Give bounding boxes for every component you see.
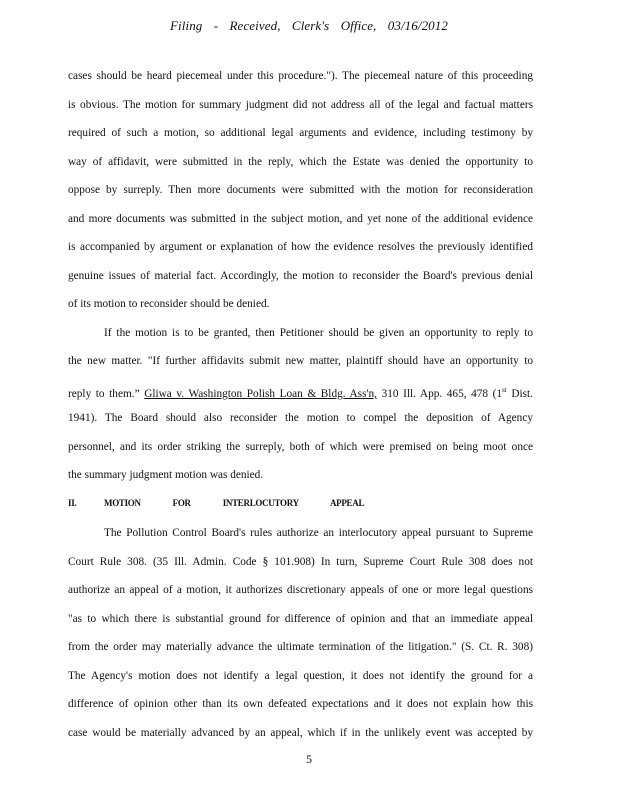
text-line: the summary judgment motion was denied. <box>68 469 264 481</box>
text-line: "as to which there is substantial ground for difference of opinion and that an immediate appeal <box>68 613 533 625</box>
text-line: The Pollution Control Board's rules authorize an interlocutory appeal pursuant to Supreme <box>104 527 533 539</box>
text-line: difference of opinion other than its own defeated expectations and it does not explain how this <box>68 698 533 710</box>
text-line: cases should be heard piecemeal under this procedure."). The piecemeal nature of this proceeding <box>68 70 533 82</box>
section-number: II. <box>68 498 77 508</box>
text-line: is obvious. The motion for summary judgment did not address all of the legal and factual matters <box>68 99 533 111</box>
text-line: way of affidavit, were submitted in the reply, which the Estate was denied the opportunity to <box>68 156 533 168</box>
text-line: and more documents was submitted in the subject motion, and yet none of the additional evidence <box>68 213 533 225</box>
text-line: from the order may materially advance the ultimate termination of the litigation." (S. Ct. R. 308) <box>68 641 533 653</box>
text-line: is accompanied by argument or explanation of how the evidence resolves the previously identified <box>68 241 533 253</box>
text-line: Court Rule 308. (35 Ill. Admin. Code § 101.908) In turn, Supreme Court Rule 308 does not <box>68 556 533 568</box>
text-line: The Agency's motion does not identify a legal question, it does not identify the ground for a <box>68 670 533 682</box>
text-line: of its motion to reconsider should be denied. <box>68 298 270 310</box>
text-line: reply to them.” Gliwa v. Washington Polish Loan & Bldg. Ass'n, 310 Ill. App. 465, 478 (1st Dist. <box>68 386 533 400</box>
text-line: personnel, and its order striking the surreply, both of which were premised on being moot once <box>68 441 533 453</box>
section-heading <box>68 498 364 508</box>
filing-header: Filing - Received, Clerk's Office, 03/16/2012 <box>170 18 448 33</box>
case-citation: Gliwa v. Washington Polish Loan & Bldg. Ass'n, <box>144 387 377 400</box>
section-title: MOTION FOR INTERLOCUTORY APPEAL <box>104 498 365 508</box>
text-line: If the motion is to be granted, then Petitioner should be given an opportunity to reply to <box>104 327 533 339</box>
text-line: the new matter. "If further affidavits submit new matter, plaintiff should have an opportunity to <box>68 355 533 367</box>
text-line: oppose by surreply. Then more documents were submitted with the motion for reconsideration <box>68 184 533 196</box>
page-number: 5 <box>306 752 312 766</box>
text-line: genuine issues of material fact. Accordingly, the motion to reconsider the Board's previous denial <box>68 270 533 282</box>
text-line: 1941). The Board should also reconsider the motion to compel the deposition of Agency <box>68 412 533 424</box>
ordinal-superscript: st <box>502 386 507 394</box>
text-line: case would be materially advanced by an appeal, which if in the unlikely event was accepted by <box>68 727 533 739</box>
text-line: authorize an appeal of a motion, it authorizes discretionary appeals of one or more legal questions <box>68 584 533 596</box>
text-line: required of such a motion, so additional legal arguments and evidence, including testimony by <box>68 127 533 139</box>
